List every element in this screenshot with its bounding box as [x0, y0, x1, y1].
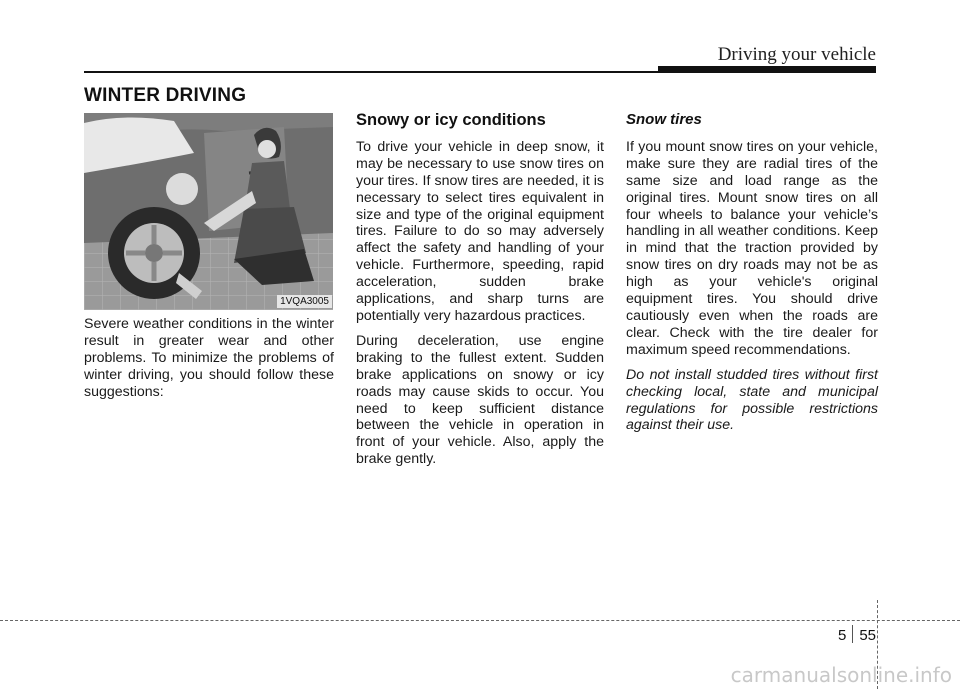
page-number: [838, 625, 876, 644]
paragraph-deep-snow: To drive your vehicle in deep snow, it may be necessary to use snow tires on your tires. If snow tires are needed, it is necessary to select tires equivalent in size and type of the original equipment tires. Failure to do so may adversely affect the safety and handling of your vehicle. Furthermore, speeding, rapid acceleration, sudden brake applications, and sharp turns are potentially very hazardous practices.: [356, 138, 604, 324]
subsection-title-snow-tires: Snow tires: [626, 111, 702, 128]
paragraph-snow-tires: If you mount snow tires on your vehicle, make sure they are radial tires of the same size and load range as the original tires. Mount snow tires on all four wheels to balance your vehicle’s handling in all weather conditions. Keep in mind that the traction provided by snow tires on dry roads may not be as high as your vehicle's original equipment tires. You should drive cautiously even when the roads are clear. Check with the tire dealer for maximum speed recommendations.: [626, 138, 878, 358]
studded-tires-warning: Do not install studded tires without first checking local, state and municipal regulations for possible restrictions against their use.: [626, 366, 878, 434]
section-title: WINTER DRIVING: [84, 85, 247, 106]
column-snowy-icy: [356, 112, 604, 476]
site-watermark: carmanualsonline.info: [730, 663, 952, 687]
figure-code: 1VQA3005: [277, 295, 332, 308]
tire-illustration: [84, 113, 333, 310]
column-intro: [84, 316, 334, 409]
intro-paragraph: Severe weather conditions in the winter result in greater wear and other problems. To minimize the problems of winter driving, you should follow these suggestions:: [84, 316, 334, 400]
footer-divider: [0, 620, 960, 621]
running-header: Driving your vehicle: [717, 44, 876, 65]
paragraph-deceleration: During deceleration, use engine braking to the fullest extent. Sudden brake applications on snowy or icy roads may cause skids to occur. You need to keep sufficient distance between the vehicle in operation in front of your vehicle. Also, apply the brake gently.: [356, 332, 604, 468]
column-snow-tires: [626, 112, 878, 442]
header-rule: [84, 71, 660, 73]
subsection-title-snowy-icy: Snowy or icy conditions: [356, 111, 546, 129]
page-number-value: 55: [859, 627, 876, 644]
chapter-number: 5: [837, 627, 847, 644]
header-rule-thick: [658, 66, 876, 73]
page-number-separator: [852, 625, 853, 643]
tire-illustration-drawing: [84, 113, 333, 310]
